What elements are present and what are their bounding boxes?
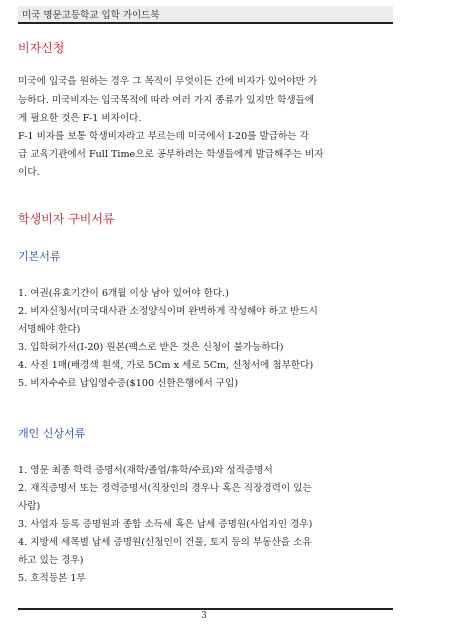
footer-rule bbox=[18, 608, 393, 610]
personal-docs-line: 사람) bbox=[18, 501, 41, 512]
basic-docs-line: 2. 비자신청서(미국대사관 소정양식이며 완벽하게 작성해야 하고 반드시 bbox=[18, 306, 318, 317]
visa-paragraph-line: 게 필요한 것은 F-1 비자이다. bbox=[18, 113, 142, 124]
visa-paragraph-line: 이다. bbox=[18, 167, 40, 178]
personal-docs-line: 하고 있는 경우) bbox=[18, 555, 84, 566]
personal-docs-heading: 개인 신상서류 bbox=[18, 427, 86, 440]
visa-paragraph-line: 미국에 입국을 원하는 경우 그 목적이 무엇이든 간에 비자가 있어야만 가 bbox=[18, 76, 318, 87]
basic-docs-line: 3. 입학허가서(I-20) 원본(팩스로 받은 것은 신청이 불가능하다) bbox=[18, 342, 284, 353]
visa-paragraph-line: 급 교육기관에서 Full Time으로 공부하려는 학생들에게 발급해주는 비자 bbox=[18, 149, 324, 160]
personal-docs-line: 3. 사업자 등록 증명원과 종합 소득세 혹은 납세 증명원(사업자인 경우) bbox=[18, 519, 313, 530]
personal-docs-line: 1. 영문 최종 학력 증명서(재학/졸업/휴학/수료)와 성적증명서 bbox=[18, 465, 273, 476]
basic-docs-heading: 기본서류 bbox=[18, 250, 61, 263]
personal-docs-line: 5. 호적등본 1부 bbox=[18, 573, 86, 584]
header-title: 미국 명문고등학교 입학 가이드북 bbox=[22, 10, 160, 21]
personal-docs-line: 2. 재직증명서 또는 경력증명서(직장인의 경우나 혹은 직장경력이 있는 bbox=[18, 483, 312, 494]
running-header bbox=[18, 6, 393, 24]
basic-docs-line: 1. 여권(유효기간이 6개월 이상 남아 있어야 한다.) bbox=[18, 288, 229, 299]
basic-docs-line: 서명해야 한다) bbox=[18, 324, 81, 335]
personal-docs-line: 4. 지방세 세목별 납세 증명원(신청인이 건물, 토지 등의 부동산을 소유 bbox=[18, 537, 312, 548]
student-visa-docs-heading: 학생비자 구비서류 bbox=[18, 212, 115, 226]
visa-paragraph-line: 능하다. 미국비자는 입국목적에 따라 여러 가지 종류가 있지만 학생들에 bbox=[18, 95, 315, 106]
visa-paragraph-line: F-1 비자를 보통 학생비자라고 부르는데 미국에서 I-20를 발급하는 각 bbox=[18, 131, 309, 142]
basic-docs-line: 5. 비자수수료 납입영수증($100 신한은행에서 구입) bbox=[18, 378, 239, 389]
visa-application-heading: 비자신청 bbox=[18, 41, 65, 55]
basic-docs-line: 4. 사진 1매(배경색 흰색, 가로 5Cm x 세로 5Cm, 신청서에 첨부한다) bbox=[18, 360, 314, 371]
page-number: 3 bbox=[201, 611, 207, 621]
